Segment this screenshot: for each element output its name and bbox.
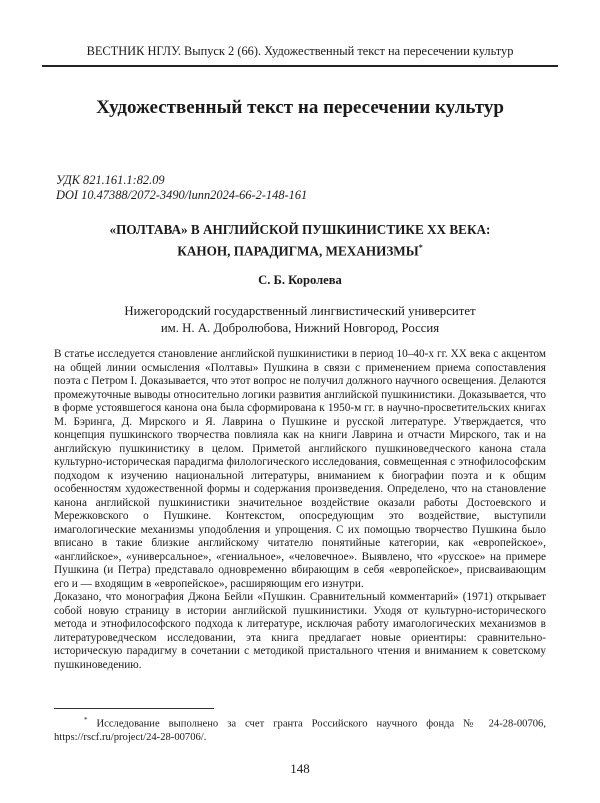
footnote [54,714,546,745]
running-header: ВЕСТНИК НГЛУ. Выпуск 2 (66). Художественный текст на пересечении культур [86,44,514,58]
footnote-marker[interactable]: * [418,242,423,252]
header-rule [42,65,558,67]
section-title: Художественный текст на пересечении культур [96,97,504,118]
footnote-rule [54,708,214,709]
author-name: С. Б. Королева [258,273,342,287]
article-title-line-1: «ПОЛТАВА» В АНГЛИЙСКОЙ ПУШКИНИСТИКЕ XX ВЕКА: [109,222,491,237]
udc-code: УДК 821.161.1:82.09 [56,173,165,187]
affiliation [42,303,558,336]
abstract [54,348,546,672]
footnote-mark: * [84,716,88,724]
affiliation-line-2: им. Н. А. Добролюбова, Нижний Новгород, Россия [160,320,440,335]
abstract-paragraph-2: Доказано, что монография Джона Бейли «Пушкин. Сравнительный комментарий» (1971) открывает собой новую страницу в истории английской пушкинистики. Уходя от культурно-исторического метода и этнофилософского подхода к литературе, исключая работу имагологических механизмов в литературоведческом исследовании, эта книга предлагает новые ориентиры: сравнительно-историческую парадигму в сочетании с методикой пристального чтения и вниманием к советскому пушкиноведению. [54,591,546,671]
footnote-text: Исследование выполнено за счет гранта Российского научного фонда № 24-28-00706, https://rscf.ru/project/24-28-00706/. [54,718,546,744]
abstract-paragraph-1: В статье исследуется становление английской пушкинистики в период 10–40-х гг. XX века с акцентом на общей линии осмысления «Полтавы» Пушкина в связи с применением приема сопоставления поэта с Петром I. Доказывается, что этот вопрос не получил должного научного освещения. Делаются промежуточные выводы относительно логики развития английской пушкинистики. Доказывается, что в форме устоявшегося канона она была сформирована к 1950-м гг. в научно-просветительских книгах М. Бэринга, Д. Мирского и Я. Лаврина о Пушкине и русской литературе. Утверждается, что концепция пушкинского творчества повлияла как на книги Лаврина и отчасти Мирского, так и на английскую пушкинистику в целом. Приметой английского пушкиноведческого канона стала культурно-историческая парадигма филологического исследования, совмещенная с этнофилософским подходом к изучению национальной литературы, вниманием к биографии поэта и к общим особенностям художественной формы и содержания произведения. Определено, что на становление канона английской пушкинистики значительное воздействие оказали работы Достоевского и Мережковского о Пушкине. Контекстом, опосредующим это воздействие, выступили имагологические механизмы уподобления и упрощения. С их помощью творчество Пушкина было вписано в такие близкие английскому читателю понятийные категории, как «европейское», «английское», «универсальное», «гениальное», «человечное». Выявлено, что «русское» на примере Пушкина (и Петра) представало одновременно вбирающим в себя «европейское», присваивающим его и — входящим в «европейское», расширяющим его изнутри. [54,348,546,590]
page-number: 148 [290,761,310,776]
article-title-line-2: КАНОН, ПАРАДИГМА, МЕХАНИЗМЫ* [177,242,423,258]
doi[interactable]: DOI 10.47388/2072-3490/lunn2024-66-2-148-161 [56,188,308,202]
affiliation-line-1: Нижегородский государственный лингвистический университет [124,304,476,318]
article-title [42,221,558,259]
